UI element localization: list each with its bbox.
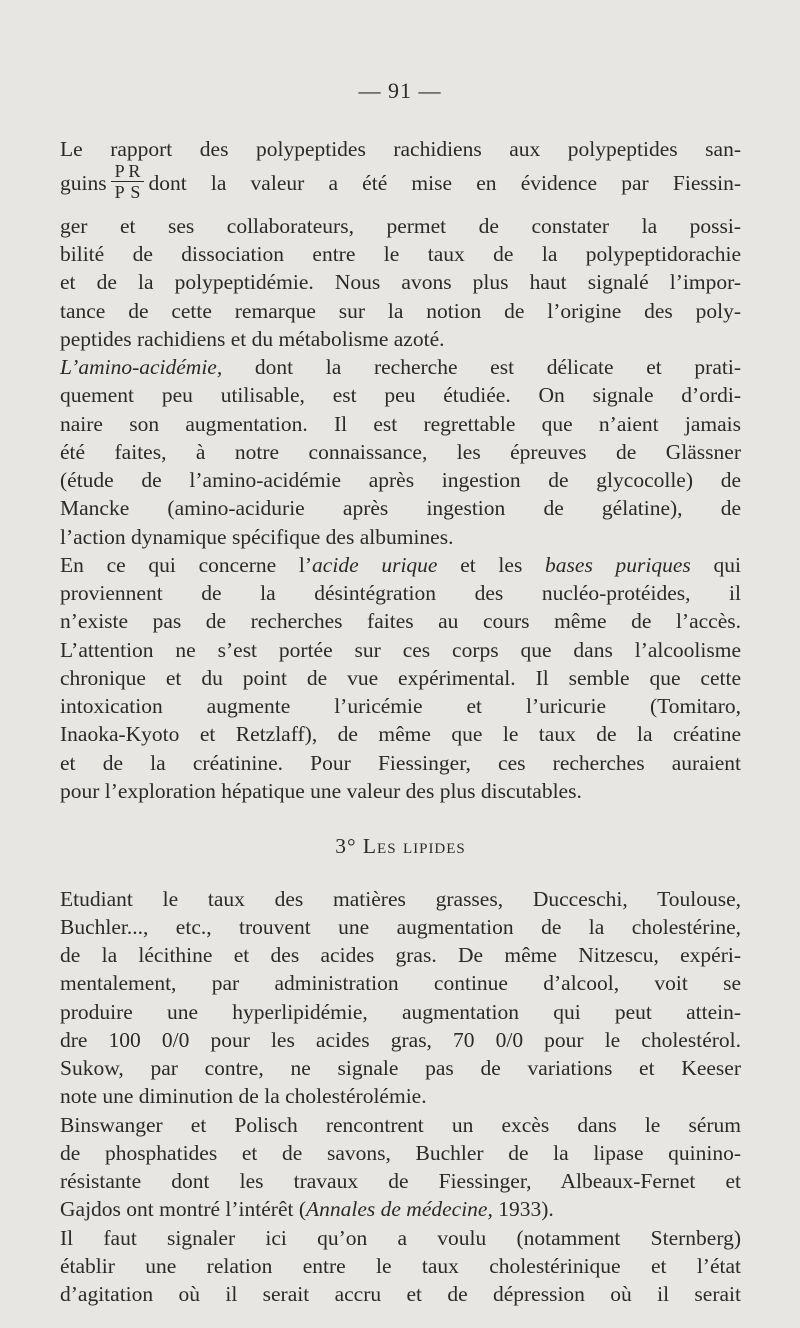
text-line: tance de cette remarque sur la notion de l’origine des poly-	[60, 298, 741, 323]
text-line: peptides rachidiens et du métabolisme azoté.	[60, 326, 445, 351]
text-fragment: qui	[690, 552, 741, 577]
text-line: Inaoka-Kyoto et Retzlaff), de même que le taux de la créatine	[60, 722, 741, 747]
text-line: et de la polypeptidémie. Nous avons plus haut signalé l’impor-	[60, 270, 741, 295]
text-line: n’existe pas de recherches faites au cours même de l’accès.	[60, 609, 741, 634]
section-heading: 3° Les lipides	[335, 833, 466, 858]
text-line: l’action dynamique spécifique des albumines.	[60, 524, 454, 549]
text-line: intoxication augmente l’uricémie et l’uricurie (Tomitaro,	[60, 694, 741, 719]
text-line: été faites, à notre connaissance, les épreuves de Glässner	[60, 439, 741, 464]
text-line: Sukow, par contre, ne signale pas de variations et Keeser	[60, 1056, 741, 1080]
italic-citation: Annales de médecine,	[306, 1197, 493, 1222]
text-line	[60, 1193, 741, 1225]
text-line: établir une relation entre le taux cholestérinique et l’état	[60, 1253, 741, 1278]
text-line: naire son augmentation. Il est regrettable que n’aient jamais	[60, 411, 741, 436]
text-line: Binswanger et Polisch rencontrent un excès dans le sérum	[60, 1112, 741, 1137]
text-line: résistante dont les travaux de Fiessinger, Albeaux-Fernet et	[60, 1169, 741, 1193]
text-fragment: 1933).	[492, 1197, 554, 1222]
text-line-with-fraction	[60, 160, 741, 202]
text-line	[60, 351, 741, 383]
text-line: de la lécithine et des acides gras. De même Nitzescu, expéri-	[60, 943, 741, 967]
text-fragment: Gajdos ont montré l’intérêt (	[60, 1197, 306, 1222]
text-fragment: En ce qui concerne l’	[60, 552, 313, 577]
text-line: chronique et du point de vue expérimental. Il semble que cette	[60, 665, 741, 690]
text-line: Il faut signaler ici qu’on a voulu (notamment Sternberg)	[60, 1225, 741, 1250]
text-fragment: guins	[60, 171, 107, 196]
fraction-pr-ps	[111, 162, 145, 201]
text-line: L’attention ne s’est portée sur ces corps que dans l’alcoolisme	[60, 637, 741, 662]
text-line: quement peu utilisable, est peu étudiée. On signale d’ordi-	[60, 383, 741, 408]
text-line: ger et ses collaborateurs, permet de constater la possi-	[60, 213, 741, 238]
text-line: pour l’exploration hépatique une valeur des plus discutables.	[60, 778, 582, 803]
italic-term: acide urique	[312, 552, 438, 577]
page-number: — 91 —	[358, 78, 442, 103]
text-fragment: dont la valeur a été mise en évidence par Fiessin-	[148, 171, 741, 196]
text-line: note une diminution de la cholestérolémie.	[60, 1084, 427, 1109]
text-line: Buchler..., etc., trouvent une augmentation de la cholestérine,	[60, 914, 741, 939]
text-line: Le rapport des polypeptides rachidiens aux polypeptides san-	[60, 137, 741, 161]
text-line: Etudiant le taux des matières grasses, Ducceschi, Toulouse,	[60, 886, 741, 911]
text-line: produire une hyperlipidémie, augmentation qui peut attein-	[60, 999, 741, 1024]
text-line: et de la créatinine. Pour Fiessinger, ces recherches auraient	[60, 750, 741, 775]
text-line: Mancke (amino-acidurie après ingestion de gélatine), de	[60, 496, 741, 521]
text-line: proviennent de la désintégration des nucléo-protéides, il	[60, 581, 741, 606]
text-line: dre 100 0/0 pour les acides gras, 70 0/0 pour le cholestérol.	[60, 1027, 741, 1052]
text-line: de phosphatides et de savons, Buchler de la lipase quinino-	[60, 1140, 741, 1165]
fraction-numerator: P R	[114, 160, 141, 181]
text-line: (étude de l’amino-acidémie après ingestion de glycocolle) de	[60, 468, 741, 493]
text-line	[60, 549, 741, 581]
fraction-denominator: P S	[114, 181, 141, 202]
italic-term: L’amino-acidémie,	[60, 355, 223, 380]
text-line: bilité de dissociation entre le taux de la polypeptidorachie	[60, 242, 741, 267]
text-fragment: et les	[437, 552, 546, 577]
text-fragment: dont la recherche est délicate et prati-	[222, 355, 741, 380]
text-line: d’agitation où il serait accru et de dépression où il serait	[60, 1282, 741, 1306]
text-line: mentalement, par administration continue d’alcool, voit se	[60, 971, 741, 996]
italic-term: bases puriques	[545, 552, 691, 577]
